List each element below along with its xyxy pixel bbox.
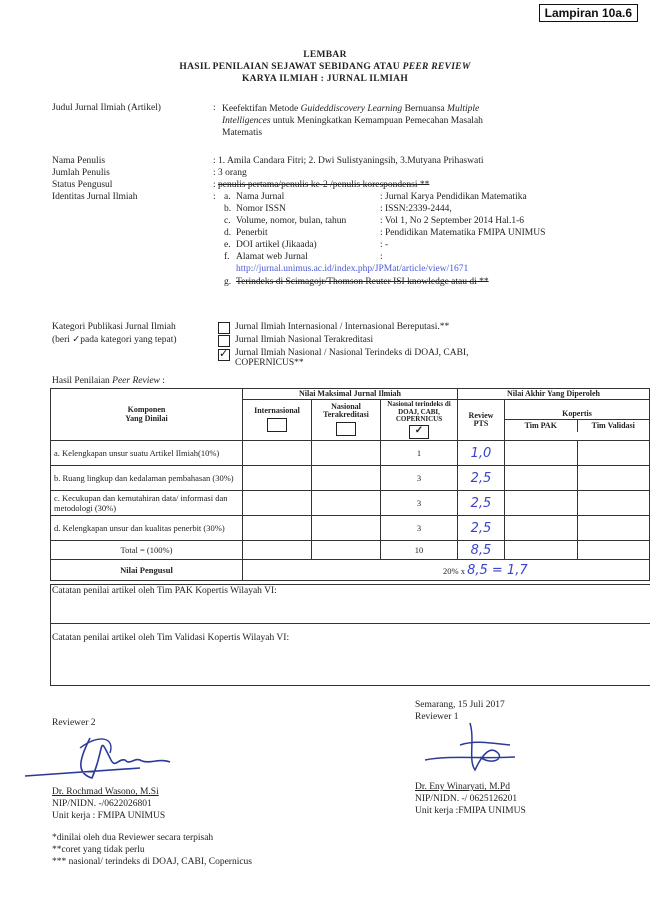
th-akhir: Nilai Akhir Yang Diperoleh xyxy=(458,389,650,400)
identitas-e-value: : - xyxy=(380,240,389,250)
reviewer2-title: Reviewer 2 xyxy=(52,718,96,728)
identitas-label: Identitas Jurnal Ilmiah xyxy=(52,192,138,202)
identitas-c-label: Volume, nomor, bulan, tahun xyxy=(236,216,347,226)
table-row: d. Kelengkapan unsur dan kualitas penerbit (30%) 3 2,5 xyxy=(51,516,650,541)
reviewer1-place-date: Semarang, 15 Juli 2017 xyxy=(415,700,505,710)
identitas-c-key: c. xyxy=(224,216,231,226)
table-row: b. Ruang lingkup dan kedalaman pembahasan (30%) 3 2,5 xyxy=(51,466,650,491)
footnote-2: **coret yang tidak perlu xyxy=(52,845,145,855)
checkbox-terakreditasi[interactable] xyxy=(218,335,230,347)
identitas-g-key: g. xyxy=(224,277,232,287)
th-kopertis: Kopertis Tim PAK Tim Validasi xyxy=(505,400,650,441)
footnote-3: *** nasional/ terindeks di DOAJ, CABI, Copernicus xyxy=(52,857,253,867)
identitas-b-label: Nomor ISSN xyxy=(236,204,286,214)
identitas-d-key: d. xyxy=(224,228,232,238)
reviewer2-unit: Unit kerja : FMIPA UNIMUS xyxy=(52,811,166,821)
checkbox-terindeks[interactable] xyxy=(218,349,230,361)
opt-terindeks: Jurnal Ilmiah Nasional / Nasional Terindeks di DOAJ, CABI, COPERNICUS** xyxy=(235,348,469,368)
identitas-a-label: Nama Jurnal xyxy=(236,192,285,202)
nama-value: : 1. Amila Candara Fitri; 2. Dwi Sulistyaningsih, 3.Mutyana Prihaswati xyxy=(213,156,484,166)
kategori-label: Kategori Publikasi Jurnal Ilmiah xyxy=(52,322,176,332)
th-maks: Nilai Maksimal Jurnal Ilmiah xyxy=(243,389,458,400)
lampiran-label: Lampiran 10a.6 xyxy=(539,4,638,22)
reviewer1-nip: NIP/NIDN. -/ 0625126201 xyxy=(415,794,518,804)
identitas-c-value: : Vol 1, No 2 September 2014 Hal.1-6 xyxy=(380,216,524,226)
jumlah-label: Jumlah Penulis xyxy=(52,168,110,178)
identitas-d-label: Penerbit xyxy=(236,228,268,238)
catatan-pak: Catatan penilai artikel oleh Tim PAK Kopertis Wilayah VI: xyxy=(52,586,277,596)
table-row-pengusul: Nilai Pengusul 20% x 8,5 = 1,7 xyxy=(51,560,650,581)
identitas-e-label: DOI artikel (Jikaada) xyxy=(236,240,317,250)
jumlah-value: : 3 orang xyxy=(213,168,247,178)
th-internasional: Internasional xyxy=(243,400,312,441)
catatan-validasi: Catatan penilai artikel oleh Tim Validasi Kopertis Wilayah VI: xyxy=(52,633,290,643)
footnote-1: *dinilai oleh dua Reviewer secara terpisah xyxy=(52,833,214,843)
opt-internasional: Jurnal Ilmiah Internasional / Internasional Bereputasi.** xyxy=(235,322,450,332)
kategori-hint: (beri ✓pada kategori yang tepat) xyxy=(52,335,177,345)
reviewer1-signature xyxy=(420,715,540,780)
header-subtitle-2: KARYA ILMIAH : JURNAL ILMIAH xyxy=(241,74,409,84)
opt-terakreditasi: Jurnal Ilmiah Nasional Terakreditasi xyxy=(235,335,374,345)
checkbox-th-ter[interactable]: ✓ xyxy=(409,425,429,439)
judul-value: Keefektifan Metode Guideddiscovery Learning Bernuansa Multiple Intelligences untuk Meningkatkan Kemampuan Pemecahan Masalah Matematis xyxy=(222,104,483,138)
reviewer1-unit: Unit kerja :FMIPA UNIMUS xyxy=(415,806,526,816)
th-terindeks: Nasional terindeks di DOAJ, CABI, COPERNICUS ✓ xyxy=(381,400,458,441)
reviewer2-nip: NIP/NIDN. -/0622026801 xyxy=(52,799,152,809)
table-row-total: Total = (100%) 10 8,5 xyxy=(51,541,650,560)
header-title: LEMBAR xyxy=(303,50,347,60)
identitas-f-label: Alamat web Jurnal xyxy=(236,252,308,262)
table-row: a. Kelengkapan unsur suatu Artikel Ilmiah(10%) 1 1,0 xyxy=(51,441,650,466)
checkbox-th-int[interactable] xyxy=(267,418,287,432)
status-value: : penulis pertama/penulis ke-2 /penulis korespondensi ** xyxy=(213,180,430,190)
identitas-f-value: : xyxy=(380,252,383,262)
reviewer2-signature xyxy=(20,728,195,788)
identitas-b-value: : ISSN:2339-2444, xyxy=(380,204,452,214)
reviewer1-name: Dr. Eny Winaryati, M.Pd xyxy=(415,782,510,792)
status-label: Status Pengusul xyxy=(52,180,113,190)
th-review: Review PTS xyxy=(458,400,505,441)
th-komponen: Komponen Yang Dinilai xyxy=(51,389,243,441)
checkbox-th-nas[interactable] xyxy=(336,422,356,436)
judul-label: Judul Jurnal Ilmiah (Artikel) xyxy=(52,103,161,113)
identitas-e-key: e. xyxy=(224,240,231,250)
web-link[interactable]: http://jurnal.unimus.ac.id/index.php/JPMat/article/view/1671 xyxy=(236,264,469,274)
th-nasional: Nasional Terakreditasi xyxy=(312,400,381,441)
reviewer2-name: Dr. Rochmad Wasono, M.Si xyxy=(52,787,159,797)
check-icon: ✓ xyxy=(219,348,229,360)
identitas-a-key: a. xyxy=(224,192,231,202)
hasil-label: Hasil Penilaian Peer Review : xyxy=(52,376,165,386)
header-subtitle: HASIL PENILAIAN SEJAWAT SEBIDANG ATAU PEER REVIEW xyxy=(179,62,471,72)
checkbox-internasional[interactable] xyxy=(218,322,230,334)
nama-label: Nama Penulis xyxy=(52,156,106,166)
identitas-a-value: : Jurnal Karya Pendidikan Matematika xyxy=(380,192,527,202)
reviewer1-title: Reviewer 1 xyxy=(415,712,459,722)
identitas-f-key: f. xyxy=(224,252,230,262)
table-row: c. Kecukupan dan kemutahiran data/ informasi dan metodologi (30%) 3 2,5 xyxy=(51,491,650,516)
identitas-b-key: b. xyxy=(224,204,232,214)
score-table xyxy=(50,388,650,581)
identitas-d-value: : Pendidikan Matematika FMIPA UNIMUS xyxy=(380,228,546,238)
identitas-g-text: Terindeks di Scimagojr/Thomson Reuter ISI knowledge atau di ** xyxy=(236,277,489,287)
